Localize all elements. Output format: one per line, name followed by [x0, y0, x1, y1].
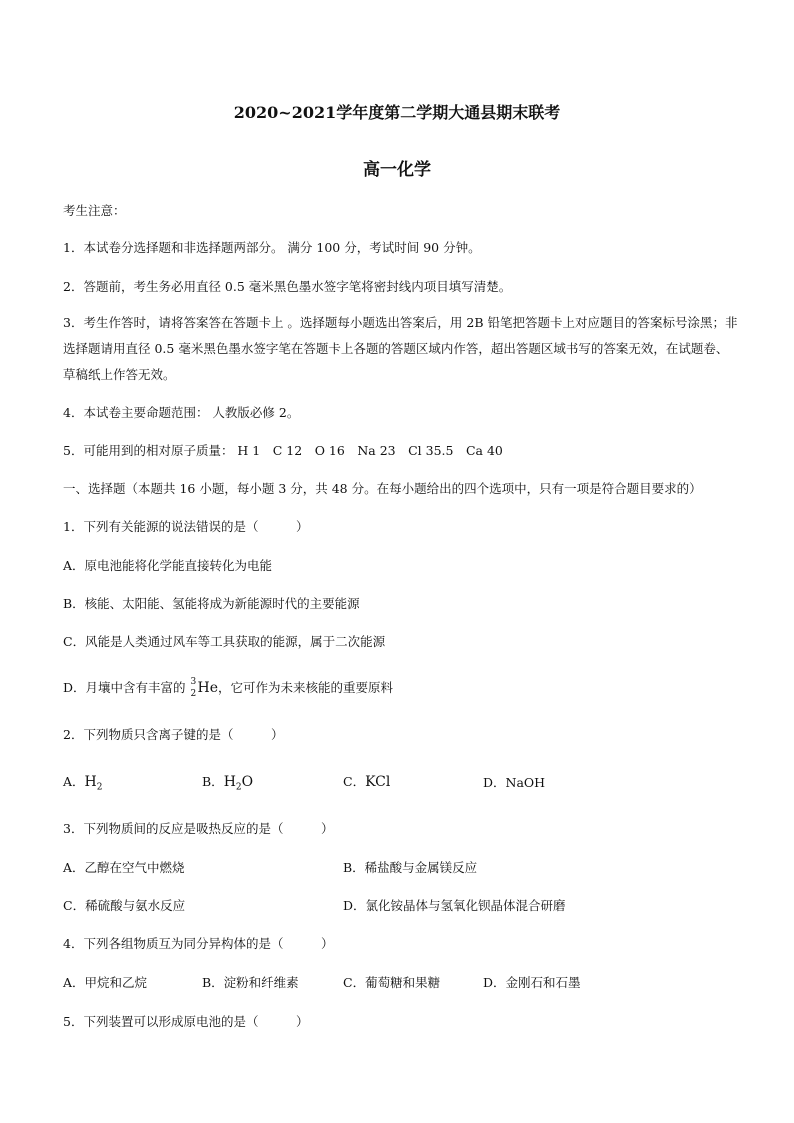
q2-option-b: [202, 774, 253, 796]
notice-item-4: 4．本试卷主要命题范围： 人教版必修 2。: [63, 405, 300, 420]
atomic-number: 2: [190, 688, 197, 699]
q1-option-d-suffix: ，它可作为未来核能的重要原料: [218, 680, 394, 695]
exam-subject: 高一化学: [363, 160, 431, 180]
helium-isotope-notation: [190, 676, 198, 699]
q1-option-d: [63, 676, 394, 699]
notice-item-2: 2．答题前，考生务必用直径 0.5 毫米黑色墨水签字笔将密封线内项目填写清楚。: [63, 279, 512, 294]
subscript: 2: [235, 782, 242, 793]
element-symbol: He: [197, 680, 219, 696]
option-label: B．: [202, 774, 224, 789]
q1-option-b: B．核能、太阳能、氢能将成为新能源时代的主要能源: [63, 596, 360, 611]
q5-stem: 5．下列装置可以形成原电池的是（ ）: [63, 1014, 309, 1029]
mass-number: 3: [190, 676, 197, 687]
q4-stem: 4．下列各组物质互为同分异构体的是（ ）: [63, 936, 334, 951]
formula: H: [223, 774, 236, 790]
q3-stem: 3．下列物质间的反应是吸热反应的是（ ）: [63, 821, 334, 836]
notice-item-1: 1．本试卷分选择题和非选择题两部分。 满分 100 分，考试时间 90 分钟。: [63, 240, 481, 255]
formula-part: O: [241, 774, 254, 790]
q3-option-b: B．稀盐酸与金属镁反应: [343, 860, 478, 875]
section-heading: 一、选择题（本题共 16 小题，每小题 3 分，共 48 分。在每小题给出的四个选项中，只有一项是符合题目要求的）: [63, 481, 702, 496]
formula: KCl: [365, 774, 391, 790]
option-label: A．: [63, 774, 85, 789]
subscript: 2: [96, 782, 103, 793]
q1-option-d-prefix: D．月壤中含有丰富的: [63, 680, 186, 695]
exam-title: 2020~2021学年度第二学期大通县期末联考: [233, 103, 561, 122]
q3-option-d: D．氯化铵晶体与氢氧化钡晶体混合研磨: [343, 898, 566, 913]
formula: H: [84, 774, 97, 790]
option-label: C．: [343, 774, 366, 789]
q1-stem: 1．下列有关能源的说法错误的是（ ）: [63, 519, 309, 534]
q4-option-c: C．葡萄糖和果糖: [343, 975, 441, 990]
q2-stem: 2．下列物质只含离子键的是（ ）: [63, 727, 284, 742]
q3-option-a: A．乙醇在空气中燃烧: [63, 860, 185, 875]
notice-item-5: 5．可能用到的相对原子质量： H 1 C 12 O 16 Na 23 Cl 35.5 Ca 40: [63, 443, 503, 458]
q2-option-c: [343, 774, 390, 790]
q2-option-a: [63, 774, 102, 796]
q4-option-d: D．金刚石和石墨: [483, 975, 581, 990]
notice-item-3: 3．考生作答时，请将答案答在答题卡上 。选择题每小题选出答案后，用 2B 铅笔把答题卡上对应题目的答案标号涂黑；非选择题请用直径 0.5 毫米黑色墨水签字笔在答题卡上各题的答题区域内作答，超出答题区域书写的答案无效，在试题卷、草稿纸上作答无效。: [63, 315, 738, 382]
q1-option-a: A．原电池能将化学能直接转化为电能: [63, 558, 273, 573]
q4-option-b: B．淀粉和纤维素: [202, 975, 299, 990]
q1-option-c: C．风能是人类通过风车等工具获取的能源，属于二次能源: [63, 634, 386, 649]
notice-heading: 考生注意：: [63, 203, 126, 218]
q2-option-d: D．NaOH: [483, 775, 546, 790]
q4-option-a: A．甲烷和乙烷: [63, 975, 148, 990]
q3-option-c: C．稀硫酸与氨水反应: [63, 898, 186, 913]
